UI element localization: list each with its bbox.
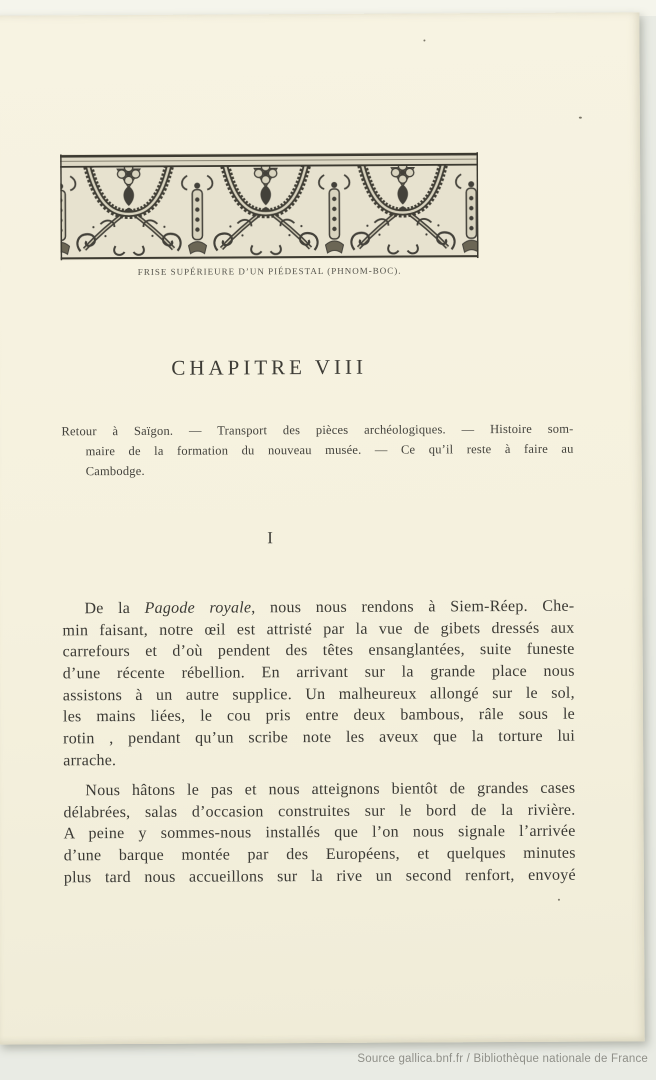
engraving-caption: FRISE SUPÉRIEURE D’UN PIÉDESTAL (PHNOM-BOC).	[137, 265, 402, 277]
text-line	[62, 596, 574, 620]
text-line: rotin , pendant qu’un scribe note les aveux que la torture lui	[63, 727, 576, 748]
chapter-summary	[61, 419, 573, 482]
text-line: arrache.	[63, 751, 117, 769]
paper-speck	[558, 899, 560, 901]
body-paragraph-1	[62, 596, 575, 772]
text-line: carrefours et d’où pendent des têtes ensanglantées, suite funeste	[62, 640, 575, 661]
text-line: d’une récente rébellion. En arrivant sur la grande place nous	[62, 662, 575, 683]
text-run: De la	[84, 599, 145, 618]
frieze-engraving-image	[60, 152, 479, 260]
text-line: plus tard nous accueillons sur la rive un second renfort, envoyé	[63, 866, 576, 886]
text-line: A peine y sommes-nous installés que l’on nous signale l’arrivée	[63, 822, 576, 843]
body-paragraph-2	[63, 778, 576, 889]
text-line: min faisant, notre œil est attristé par la vue de gibets dressés aux	[62, 619, 575, 640]
summary-line: maire de la formation du nouveau musée. — Ce qu’il reste à faire au	[85, 441, 574, 459]
frieze-engraving-svg	[60, 152, 479, 260]
summary-line: Cambodge.	[85, 463, 145, 479]
gallica-attribution: Source gallica.bnf.fr / Bibliothèque nationale de France	[357, 1053, 648, 1065]
text-run-italic: Pagode royale	[144, 599, 252, 617]
text-line: d’une barque montée par des Européens, et quelques minutes	[63, 844, 576, 865]
paper-speck	[579, 117, 582, 119]
section-numeral: I	[267, 528, 273, 548]
text-line: assistons à un autre supplice. Un malheureux allongé sur le sol,	[62, 684, 575, 704]
text-line: Nous hâtons le pas et nous atteignons bientôt de grandes cases	[85, 779, 576, 800]
paper-speck	[423, 39, 425, 41]
text-line: les mains liées, le cou pris entre deux bambous, râle sous le	[62, 705, 576, 726]
text-line: délabrées, salas d’occasion construites sur le bord de la rivière.	[63, 801, 576, 821]
text-run: , nous nous rendons à Siem-Réep. Che-	[251, 597, 575, 617]
chapter-heading: CHAPITRE VIII	[171, 354, 368, 380]
book-page	[0, 12, 645, 1044]
summary-line: Retour à Saïgon. — Transport des pièces archéologiques. — Histoire som-	[61, 421, 574, 439]
